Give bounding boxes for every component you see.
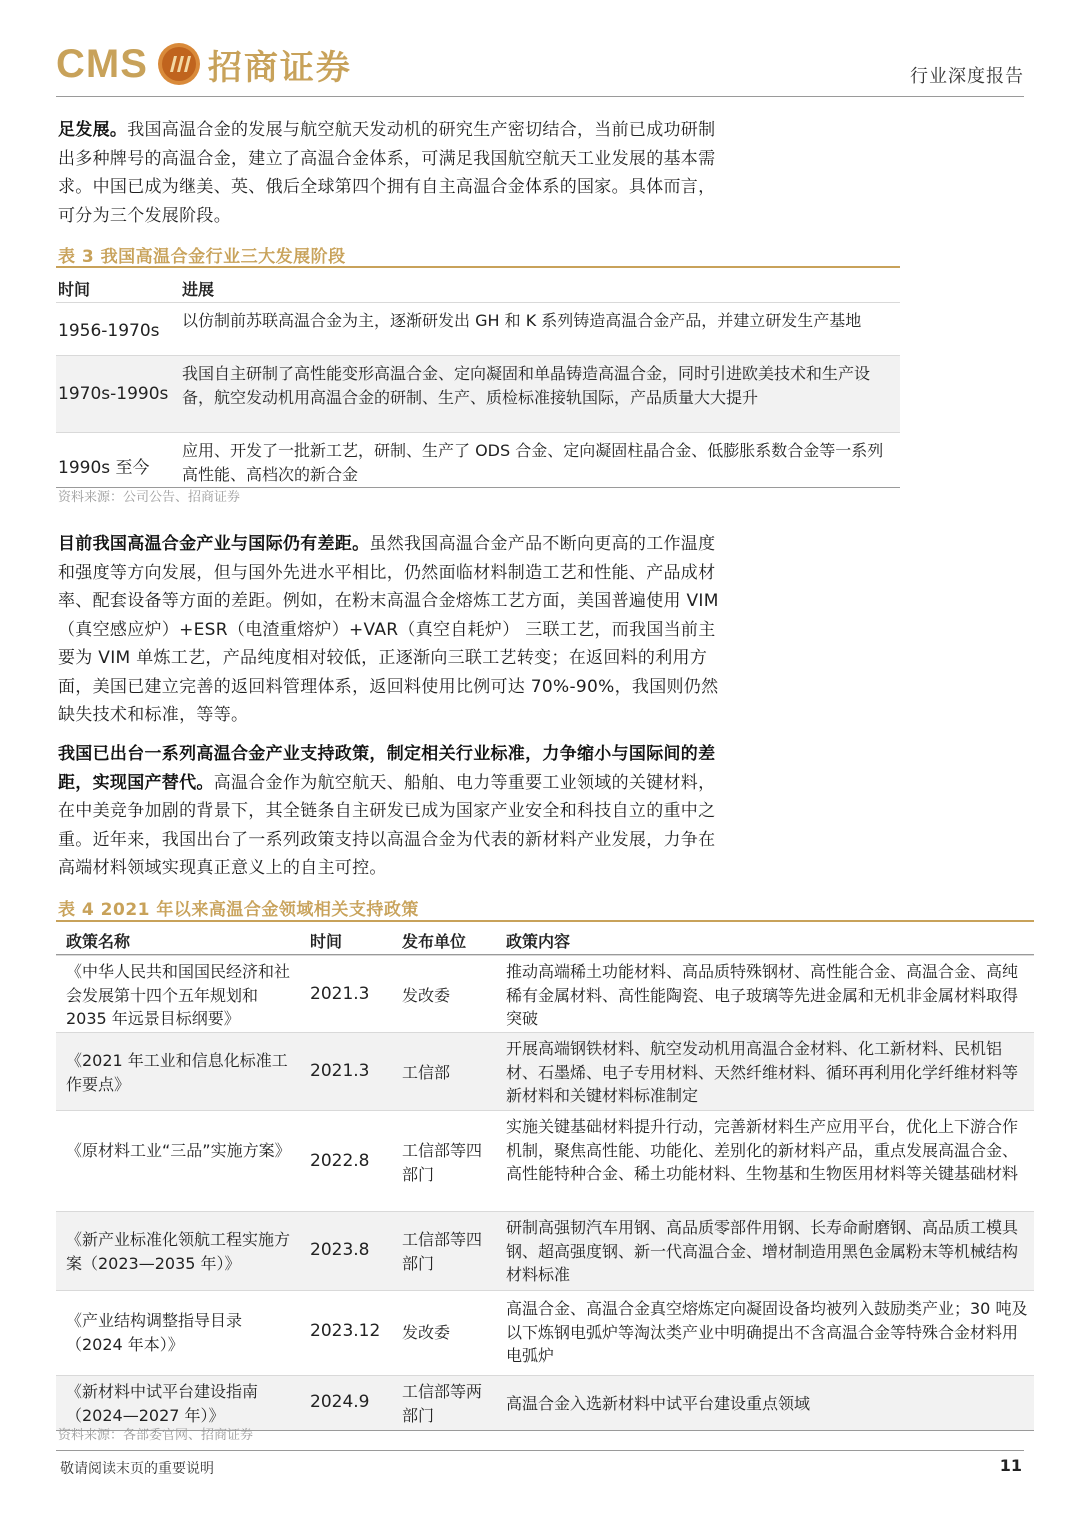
policy-date-cell: 2023.12 — [310, 1321, 381, 1341]
table3-progress-cell: 我国自主研制了高性能变形高温合金、定向凝固和单晶铸造高温合金，同时引进欧美技术和生产设备，航空发动机用高温合金的研制、生产、质检标准接轨国际，产品质量大大提升 — [182, 364, 871, 407]
policy-issuer-cell: 发改委 — [402, 1323, 451, 1342]
header-divider — [56, 96, 1024, 97]
policy-date-cell: 2021.3 — [310, 984, 370, 1004]
policy-date-cell: 2023.8 — [310, 1240, 370, 1260]
table-row — [56, 355, 900, 432]
paragraph-policy — [58, 740, 720, 883]
paragraph-development — [58, 116, 720, 230]
table4-source: 资料来源：各部委官网、招商证券 — [58, 1428, 254, 1443]
page-header — [0, 0, 1080, 100]
page-number: 11 — [999, 1456, 1022, 1475]
table3-header-period: 时间 — [58, 280, 91, 299]
table4-caption: 表 4 2021 年以来高温合金领域相关支持政策 — [58, 900, 419, 920]
policy-date-cell: 2021.3 — [310, 1061, 370, 1081]
policy-date-cell: 2022.8 — [310, 1151, 370, 1171]
table3-period-cell: 1990s 至今 — [58, 458, 150, 478]
policy-issuer-cell: 发改委 — [402, 986, 451, 1005]
table-row — [56, 302, 900, 355]
policy-date-cell: 2024.9 — [310, 1392, 370, 1412]
table3-caption: 表 3 我国高温合金行业三大发展阶段 — [58, 247, 346, 267]
paragraph-gap — [58, 530, 720, 730]
table4-header-row — [56, 920, 1034, 955]
policy-name-cell: 《产业结构调整指导目录（2024 年本）》 — [66, 1311, 243, 1354]
table-row — [56, 1032, 1034, 1110]
table4-header-name: 政策名称 — [66, 932, 131, 951]
table4-header-date: 时间 — [310, 932, 343, 951]
policy-issuer-cell: 工信部等两部门 — [402, 1382, 483, 1425]
policy-name-cell: 《新材料中试平台建设指南（2024—2027 年）》 — [66, 1382, 259, 1425]
table3 — [56, 266, 900, 488]
policy-content-cell: 高温合金入选新材料中试平台建设重点领域 — [506, 1394, 811, 1413]
table4-header-issuer: 发布单位 — [402, 932, 467, 951]
policy-content-cell: 推动高端稀土功能材料、高品质特殊钢材、高性能合金、高温合金、高纯稀有金属材料、高性能陶瓷、电子玻璃等先进金属和无机非金属材料取得突破 — [506, 962, 1019, 1028]
table3-progress-cell: 应用、开发了一批新工艺，研制、生产了 ODS 合金、定向凝固柱晶合金、低膨胀系数合金等一系列高性能、高档次的新合金 — [182, 441, 884, 484]
policy-content-cell: 研制高强韧汽车用钢、高品质零部件用钢、长寿命耐磨钢、高品质工模具钢、超高强度钢、新一代高温合金、增材制造用黑色金属粉末等机械结构材料标准 — [506, 1218, 1019, 1284]
policy-content-cell: 实施关键基础材料提升行动，完善新材料生产应用平台，优化上下游合作机制，聚焦高性能、功能化、差别化的新材料产品，重点发展高温合金、高性能特种合金、稀土功能材料、生物基和生物医用材料等关键基础材料 — [506, 1117, 1019, 1183]
table3-header-progress: 进展 — [182, 280, 215, 299]
paragraph-lead: 我国已出台一系列高温合金产业支持政策，制定相关行业标准，力争缩小与国际间的差距，实现国产替代。 — [58, 744, 716, 793]
policy-issuer-cell: 工信部等四部门 — [402, 1230, 483, 1273]
policy-issuer-cell: 工信部 — [402, 1063, 451, 1082]
logo-latin-text: CMS — [56, 41, 148, 86]
paragraph-body: 虽然我国高温合金产品不断向更高的工作温度和强度等方向发展，但与国外先进水平相比，仍然面临材料制造工艺和性能、产品成材率、配套设备等方面的差距。例如，在粉末高温合金熔炼工艺方面，美国普遍使用 VIM（真空感应炉）+ESR（电渣重熔炉）+VAR（真空自耗炉） 三联工艺，而我国当前主要为 VIM 单炼工艺，产品纯度相对较低，正逐渐向三联工艺转变；在返回料的利用方面，美国已建立完善的返回料管理体系，返回料使用比例可达 70%-90%，我国则仍然缺失技术和标准，等等。 — [58, 534, 719, 725]
table3-period-cell: 1956-1970s — [58, 321, 160, 341]
table4 — [56, 920, 1034, 1431]
table-row — [56, 432, 900, 487]
table3-progress-cell: 以仿制前苏联高温合金为主，逐渐研发出 GH 和 K 系列铸造高温合金产品，并建立研发生产基地 — [182, 311, 862, 330]
footer-divider — [56, 1450, 1024, 1451]
policy-name-cell: 《中华人民共和国国民经济和社会发展第十四个五年规划和 2035 年远景目标纲要》 — [66, 962, 291, 1028]
footer-disclaimer-note: 敬请阅读末页的重要说明 — [60, 1461, 214, 1477]
logo-chinese-text: 招商证券 — [207, 47, 352, 88]
table-row — [56, 1211, 1034, 1290]
paragraph-body: 高温合金作为航空航天、船舶、电力等重要工业领域的关键材料，在中美竞争加剧的背景下，其全链条自主研发已成为国家产业安全和科技自立的重中之重。近年来，我国出台了一系列政策支持以高温合金为代表的新材料产业发展，力争在高端材料领域实现真正意义上的自主可控。 — [58, 772, 716, 878]
policy-issuer-cell: 工信部等四部门 — [402, 1141, 483, 1184]
table3-source: 资料来源：公司公告、招商证券 — [58, 490, 241, 505]
paragraph-body: 我国高温合金的发展与航空航天发动机的研究生产密切结合，当前已成功研制出多种牌号的高温合金，建立了高温合金体系，可满足我国航空航天工业发展的基本需求。中国已成为继美、英、俄后全球第四个拥有自主高温合金体系的国家。具体而言，可分为三个发展阶段。 — [58, 120, 716, 226]
policy-name-cell: 《原材料工业“三品”实施方案》 — [66, 1141, 291, 1160]
paragraph-lead: 目前我国高温合金产业与国际仍有差距。 — [58, 534, 370, 554]
table3-period-cell: 1970s-1990s — [58, 384, 169, 404]
table-row — [56, 1290, 1034, 1375]
table-row — [56, 1110, 1034, 1211]
policy-content-cell: 高温合金、高温合金真空熔炼定向凝固设备均被列入鼓励类产业；30 吨及以下炼钢电弧炉等淘汰类产业中明确提出不含高温合金等特殊合金材料用电弧炉 — [506, 1299, 1028, 1365]
table4-header-content: 政策内容 — [506, 932, 571, 951]
table-row — [56, 1375, 1034, 1430]
table3-header-row — [56, 266, 900, 302]
policy-name-cell: 《新产业标准化领航工程实施方案（2023—2035 年）》 — [66, 1230, 291, 1273]
company-logo — [56, 40, 352, 88]
policy-content-cell: 开展高端钢铁材料、航空发动机用高温合金材料、化工新材料、民机铝材、石墨烯、电子专用材料、天然纤维材料、循环再利用化学纤维材料等新材料和关键材料标准制定 — [506, 1039, 1019, 1105]
report-type-label: 行业深度报告 — [910, 66, 1024, 87]
table-row — [56, 955, 1034, 1032]
policy-name-cell: 《2021 年工业和信息化标准工作要点》 — [66, 1051, 288, 1094]
logo-emblem-icon — [156, 41, 202, 87]
paragraph-lead: 足发展。 — [58, 120, 128, 140]
